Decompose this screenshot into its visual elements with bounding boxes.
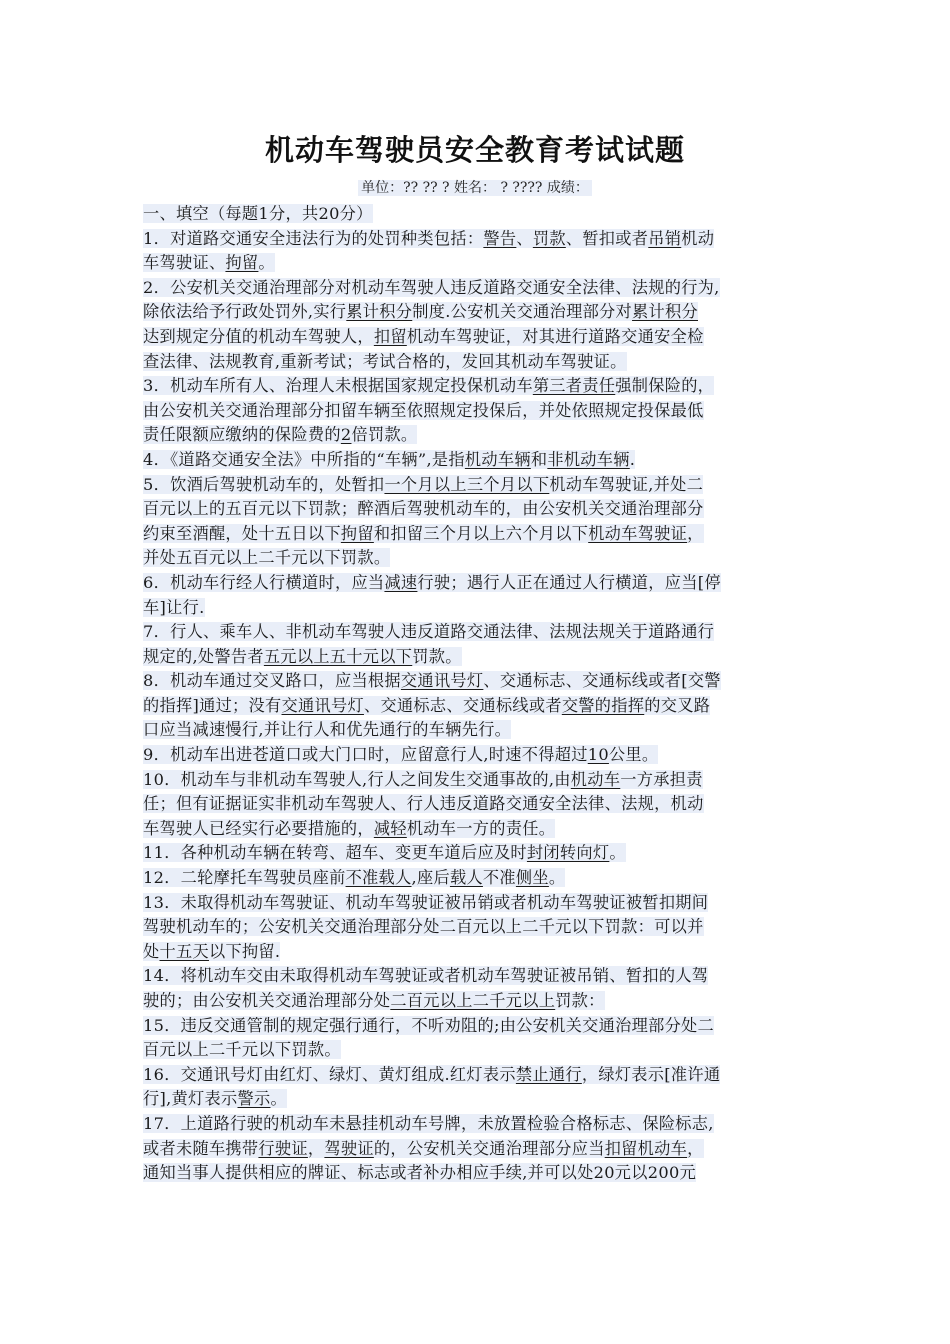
text-line	[143, 300, 811, 325]
answer-text: 驾驶证	[324, 1138, 374, 1158]
line-text: 查法律、法规教育,重新考试；考试合格的，发回其机动车驾驶证。	[143, 351, 627, 371]
text-line	[143, 251, 811, 276]
line-text: 7．行人、乘车人、非机动车驾驶人违反道路交通法律、法规法规关于道路通行	[143, 622, 715, 642]
answer-text: 拘留	[340, 523, 374, 543]
text-line	[143, 571, 811, 596]
text-line	[143, 1161, 811, 1186]
line-text: 一、填空（每题1分，共20分）	[143, 204, 373, 223]
answer-text: 五元以上五十元以下	[263, 646, 413, 666]
line-text: 2．公安机关交通治理部分对机动车驾驶人违反道路交通安全法律、法规的行为,	[143, 277, 720, 297]
text-line	[143, 1038, 811, 1063]
line-text: 责任限额应缴纳的保险费的2倍罚款。	[143, 425, 418, 445]
text-line	[143, 915, 811, 940]
line-text: 除依法给予行政处罚外,实行累计积分制度.公安机关交通治理部分对累计积分	[143, 302, 698, 322]
answer-text: 机动车	[570, 769, 621, 789]
text-line	[143, 1137, 811, 1162]
text-line	[143, 743, 811, 768]
document-body	[143, 202, 811, 1186]
line-text: 11．各种机动车辆在转弯、超车、变更车道后应及时封闭转向灯。	[143, 843, 626, 863]
answer-text: 非机动车辆	[547, 449, 630, 469]
line-text: 10．机动车与非机动车驾驶人,行人之间发生交通事故的,由机动车一方承担责	[143, 769, 703, 789]
text-line	[143, 522, 811, 547]
line-text: 车驾驶人已经实行必要措施的，减轻机动车一方的责任。	[143, 818, 556, 838]
line-text: 9．机动车出进苍道口或大门口时，应留意行人,时速不得超过10公里。	[143, 745, 659, 765]
text-line	[143, 620, 811, 645]
text-line	[143, 694, 811, 719]
answer-text: 累计积分	[632, 302, 698, 322]
line-text: 1．对道路交通安全违法行为的处罚种类包括：警告、罚款、暂扣或者吊销机动	[143, 228, 715, 248]
text-line	[143, 768, 811, 793]
text-line	[143, 891, 811, 916]
line-text: 8．机动车通过交叉路口，应当根据交通讯号灯、交通标志、交通标线或者[交警	[143, 671, 721, 691]
text-line	[143, 841, 811, 866]
text-line	[143, 1014, 811, 1039]
text-line	[143, 473, 811, 498]
line-text: 驶的；由公安机关交通治理部分处二百元以上二千元以上罚款：	[143, 991, 605, 1010]
line-text: 约束至酒醒，处十五日以下拘留和扣留三个月以上六个月以下机动车驾驶证，	[143, 523, 704, 543]
answer-text: 机动车驾驶证	[588, 523, 688, 543]
answer-text: 侧坐	[515, 868, 549, 888]
line-text: 3．机动车所有人、治理人未根据国家规定投保机动车第三者责任强制保险的，	[143, 376, 715, 396]
answer-text: 禁止通行	[515, 1064, 582, 1084]
line-text: 14．将机动车交由未取得机动车驾驶证或者机动车驾驶证被吊销、暂扣的人驾	[143, 966, 709, 986]
line-text: 4．《道路交通安全法》中所指的“车辆”,是指机动车辆和非机动车辆.	[143, 449, 636, 469]
text-line	[143, 718, 811, 743]
subtitle-text: 单位：?? ?? ? 姓名： ? ???? 成绩：	[358, 180, 592, 196]
text-line	[143, 423, 811, 448]
line-text: 百元以上的五百元以下罚款；醉酒后驾驶机动车的，由公安机关交通治理部分	[143, 499, 704, 519]
answer-text: 减轻	[373, 818, 407, 838]
line-text: 百元以上二千元以下罚款。	[143, 1040, 341, 1060]
answer-text: 第三者责任	[532, 376, 616, 396]
line-text: 规定的,处警告者五元以上五十元以下罚款。	[143, 646, 462, 666]
answer-text: 警示	[237, 1089, 271, 1109]
text-line	[143, 989, 811, 1014]
line-text: 通知当事人提供相应的牌证、标志或者补办相应手续,并可以处20元以200元	[143, 1163, 697, 1183]
text-line	[143, 964, 811, 989]
text-line	[143, 546, 811, 571]
answer-text: 吊销	[648, 228, 682, 248]
line-text: 由公安机关交通治理部分扣留车辆至依照规定投保后，并处依照规定投保最低	[143, 400, 704, 420]
line-text: 车]让行.	[143, 597, 205, 617]
line-text: 或者未随车携带行驶证，驾驶证的，公安机关交通治理部分应当扣留机动车，	[143, 1138, 704, 1158]
text-line	[143, 940, 811, 965]
line-text: 并处五百元以上二千元以下罚款。	[143, 548, 391, 568]
line-text: 16．交通讯号灯由红灯、绿灯、黄灯组成.红灯表示禁止通行，绿灯表示[准许通	[143, 1064, 721, 1084]
text-line	[143, 866, 811, 891]
line-text: 12．二轮摩托车驾驶员座前不准载人,座后载人不准侧坐。	[143, 868, 566, 888]
text-line	[143, 374, 811, 399]
answer-text: 机动车辆	[464, 449, 531, 469]
page-subtitle	[0, 177, 950, 197]
answer-text: 扣留机动车	[604, 1138, 688, 1158]
text-line	[143, 448, 811, 473]
text-line	[143, 792, 811, 817]
answer-text: 10	[587, 745, 609, 765]
answer-text: 交通讯号灯	[400, 671, 484, 691]
line-text: 处十五天以下拘留.	[143, 941, 281, 961]
answer-text: 十五天	[159, 941, 209, 961]
text-line	[143, 350, 811, 375]
text-line	[143, 645, 811, 670]
answer-text: 扣留	[373, 326, 407, 346]
line-text: 行],黄灯表示警示。	[143, 1089, 287, 1109]
answer-text: 警告	[483, 228, 517, 248]
line-text: 17．上道路行驶的机动车未悬挂机动车号牌，未放置检验合格标志、保险标志,	[143, 1113, 714, 1133]
answer-text: 交警的指挥	[561, 695, 645, 715]
text-line	[143, 276, 811, 301]
answer-text: 累计积分	[346, 302, 413, 322]
answer-text: 载人	[449, 868, 483, 888]
line-text: 驾驶机动车的；公安机关交通治理部分处二百元以上二千元以下罚款：可以并	[143, 917, 704, 937]
answer-text: 2	[340, 425, 352, 445]
line-text: 车驾驶证、拘留。	[143, 253, 275, 273]
line-text: 达到规定分值的机动车驾驶人，扣留机动车驾驶证，对其进行道路交通安全检	[143, 326, 704, 346]
line-text: 15．违反交通管制的规定强行通行，不听劝阻的;由公安机关交通治理部分处二	[143, 1015, 715, 1035]
text-line	[143, 1112, 811, 1137]
line-text: 任；但有证据证实非机动车驾驶人、行人违反道路交通安全法律、法规，机动	[143, 794, 704, 814]
line-text: 6．机动车行经人行横道时，应当减速行驶；遇行人正在通过人行横道，应当[停	[143, 572, 721, 592]
answer-text: 拘留	[225, 253, 259, 273]
text-line	[143, 1087, 811, 1112]
line-text: 口应当减速慢行,并让行人和优先通行的车辆先行。	[143, 720, 512, 740]
answer-text: 二百元以上二千元以上	[390, 991, 556, 1010]
answer-text: 封闭转向灯	[526, 843, 610, 863]
answer-text: 一个月以上三个月以下	[384, 474, 550, 494]
text-line	[143, 1063, 811, 1088]
answer-text: 不准载人	[345, 868, 412, 888]
text-line	[143, 227, 811, 252]
answer-text: 罚款	[532, 228, 566, 248]
answer-text: 减速	[384, 572, 418, 592]
text-line	[143, 497, 811, 522]
answer-text: 交通讯号灯	[281, 695, 364, 715]
text-line	[143, 596, 811, 621]
line-text: 13．未取得机动车驾驶证、机动车驾驶证被吊销或者机动车驾驶证被暂扣期间	[143, 892, 709, 912]
line-text: 的指挥]通过；没有交通讯号灯、交通标志、交通标线或者交警的指挥的交叉路	[143, 695, 711, 715]
text-line	[143, 817, 811, 842]
answer-text: 行驶证	[258, 1138, 308, 1158]
text-line	[143, 669, 811, 694]
line-text: 5．饮酒后驾驶机动车的，处暂扣一个月以上三个月以下机动车驾驶证,并处二	[143, 474, 704, 494]
text-line	[143, 399, 811, 424]
page-title: 机动车驾驶员安全教育考试试题	[264, 133, 685, 167]
text-line	[143, 202, 811, 227]
text-line	[143, 325, 811, 350]
